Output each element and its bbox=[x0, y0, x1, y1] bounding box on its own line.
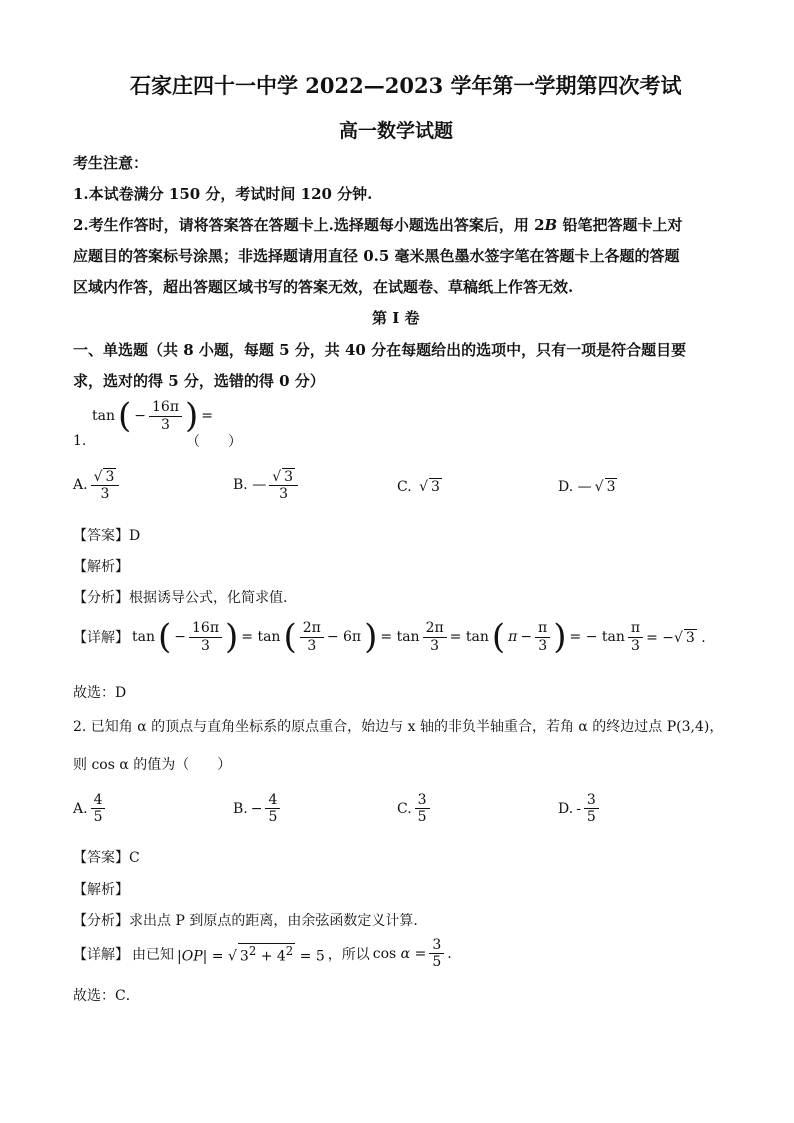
q1-option-b[interactable]: B. — $\frac{√ 3}{3}$ bbox=[233, 468, 298, 502]
q2-stem-line-2: 则 cos α 的值为（ ） bbox=[73, 757, 232, 773]
q2-option-b[interactable]: B. − $\frac{4}{5}$ bbox=[233, 792, 280, 825]
q2-detail: 【详解】 由已知 |OP| = √ $3^2 + 4^2 = 5$ ，所以 cos α = $\frac{3}{5}$ . bbox=[73, 937, 452, 971]
exam-subtitle: 高一数学试题 bbox=[339, 120, 454, 142]
q2-option-a[interactable]: A. $\frac{4}{5}$ bbox=[73, 792, 105, 825]
q2-fenxi: 【分析】求出点 P 到原点的距离，由余弦函数定义计算． bbox=[73, 913, 428, 929]
q1-analysis-tag: 【解析】 bbox=[73, 559, 129, 575]
q2-option-c[interactable]: C. $\frac{3}{5}$ bbox=[397, 792, 430, 825]
q1-fenxi: 【分析】根据诱导公式，化简求值. bbox=[73, 590, 288, 606]
q1-option-d[interactable]: D. — √ 3 bbox=[558, 478, 616, 495]
q2-stem-line-1: 2. 已知角 α 的顶点与直角坐标系的原点重合，始边与 x 轴的非负半轴重合，若角 α 的终边过点 P(3,4)， bbox=[73, 719, 724, 735]
q1-choose: 故选：D bbox=[73, 685, 127, 701]
q2-answer: 【答案】C bbox=[73, 850, 140, 866]
q2-option-d[interactable]: D. - $\frac{3}{5}$ bbox=[558, 792, 599, 825]
notice-heading: 考生注意： bbox=[73, 154, 149, 172]
exam-title: 石家庄四十一中学 2022—2023 学年第一学期第四次考试 bbox=[130, 73, 682, 98]
section-heading-line-1: 一、单选题（共 8 小题，每题 5 分，共 40 分在每题给出的选项中，只有一项是符合题目要 bbox=[73, 341, 687, 359]
q1-expression: tan ( − $\frac{16\pi}{3}$ ) = bbox=[92, 396, 214, 436]
notice-line-3: 应题目的答案标号涂黑；非选择题请用直径 0.5 毫米黑色墨水签字笔在答题卡上各题的答题 bbox=[73, 247, 680, 265]
q1-number: 1. bbox=[73, 433, 87, 449]
q2-choose: 故选：C． bbox=[73, 988, 140, 1004]
part-label: 第 I 卷 bbox=[372, 309, 420, 327]
q1-paren: （ ） bbox=[186, 434, 242, 450]
notice-line-1: 1.本试卷满分 150 分，考试时间 120 分钟. bbox=[73, 185, 373, 203]
notice-line-2: 2.考生作答时，请将答案答在答题卡上.选择题每小题选出答案后，用 2B 铅笔把答题卡上对 bbox=[73, 216, 683, 234]
q1-detail: 【详解】 tan ( − $\frac{16\pi}{3}$ ) = tan ( $\frac{2\pi}{3}$ − 6π ) = tan $\frac{2\pi}{3}$ = tan ( π − $\frac{\pi}{3}$ ) = − tan $\frac{\pi}{3}$ = −√ 3 . bbox=[73, 617, 706, 657]
q1-option-a[interactable]: A. $\frac{√ 3}{3}$ bbox=[73, 468, 119, 502]
notice-line-4: 区域内作答，超出答题区域书写的答案无效，在试题卷、草稿纸上作答无效. bbox=[73, 278, 574, 296]
q2-analysis-tag: 【解析】 bbox=[73, 882, 129, 898]
section-heading-line-2: 求，选对的得 5 分，选错的得 0 分） bbox=[73, 372, 325, 390]
q1-option-c[interactable]: C. √ 3 bbox=[397, 478, 440, 495]
q1-answer: 【答案】D bbox=[73, 528, 141, 544]
